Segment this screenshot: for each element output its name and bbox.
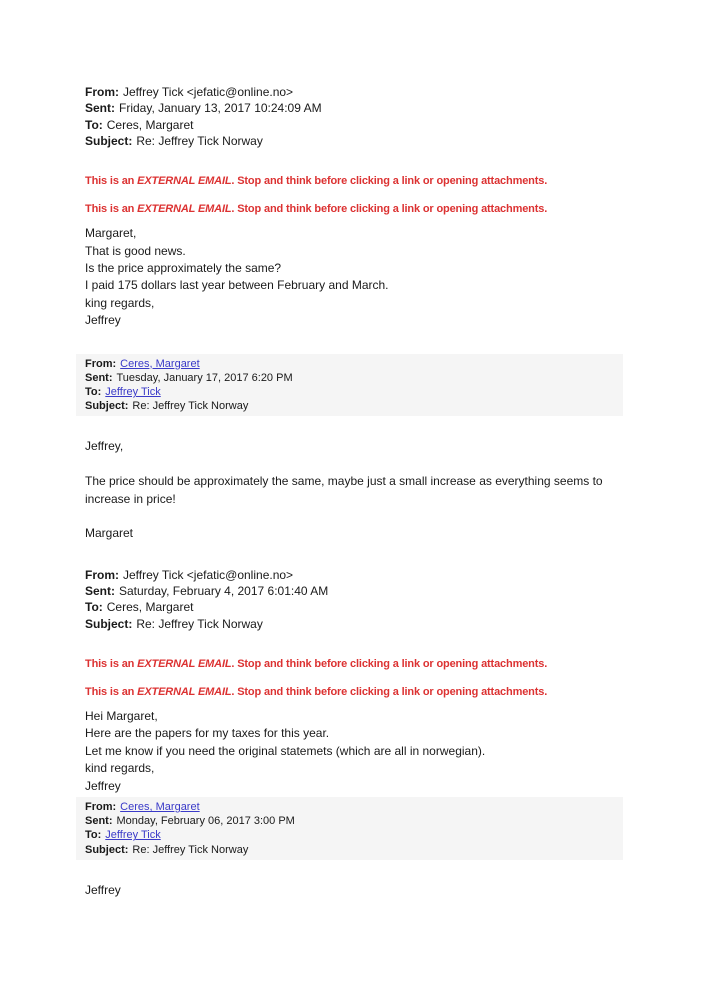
body-line: That is good news. <box>85 243 186 258</box>
warning-emphasis: EXTERNAL EMAIL <box>137 686 232 699</box>
subject-value: Re: Jeffrey Tick Norway <box>136 133 263 148</box>
to-label: To: <box>85 117 103 132</box>
sent-label: Sent: <box>85 371 113 384</box>
from-value: Jeffrey Tick <jefatic@online.no> <box>123 567 294 582</box>
subject-label: Subject: <box>85 616 133 631</box>
email-1-subject-row <box>85 133 630 149</box>
body-blank-line <box>85 508 630 525</box>
from-link-ceres-margaret[interactable]: Ceres, Margaret <box>120 357 200 370</box>
email-message-2 <box>85 354 630 543</box>
body-line: Jeffrey, <box>85 439 124 454</box>
body-line: Let me know if you need the original statemets (which are all in norwegian). <box>85 743 486 758</box>
email-4-subject-row <box>85 843 623 857</box>
to-link-jeffrey-tick[interactable]: Jeffrey Tick <box>105 386 161 399</box>
from-label: From: <box>85 357 117 370</box>
body-line: Jeffrey <box>85 778 121 793</box>
external-email-warning <box>85 658 630 671</box>
warning-prefix: This is an <box>85 203 138 216</box>
body-blank-line <box>85 456 630 473</box>
warning-emphasis: EXTERNAL EMAIL <box>137 658 232 671</box>
warning-suffix: . Stop and think before clicking a link or opening attachments. <box>231 175 548 188</box>
sent-value: Monday, February 06, 2017 3:00 PM <box>116 815 295 828</box>
email-thread <box>85 84 630 899</box>
email-4-sent-row <box>85 814 623 828</box>
body-line: king regards, <box>85 295 155 310</box>
body-line: I paid 175 dollars last year between February and March. <box>85 278 389 293</box>
sent-value: Tuesday, January 17, 2017 6:20 PM <box>116 371 293 384</box>
to-label: To: <box>85 600 103 615</box>
email-message-3 <box>85 567 630 795</box>
body-line: Here are the papers for my taxes for this year. <box>85 726 330 741</box>
email-1-body <box>85 225 630 329</box>
email-3-sent-row <box>85 583 630 599</box>
email-message-1 <box>85 84 630 330</box>
email-1-from-row <box>85 84 630 100</box>
from-label: From: <box>85 85 119 99</box>
body-line: The price should be approximately the same, maybe just a small increase as everything seems to increase in price! <box>85 474 603 506</box>
email-3-to-row <box>85 599 630 615</box>
subject-value: Re: Jeffrey Tick Norway <box>132 843 249 856</box>
subject-label: Subject: <box>85 400 129 413</box>
external-email-warning <box>85 175 630 188</box>
email-3-body <box>85 708 630 795</box>
email-3-header <box>85 567 630 632</box>
body-line: Is the price approximately the same? <box>85 261 282 275</box>
to-value: Ceres, Margaret <box>106 600 194 615</box>
body-line: Margaret <box>85 526 134 541</box>
email-2-body <box>85 438 630 542</box>
sent-value: Friday, January 13, 2017 10:24:09 AM <box>119 101 322 116</box>
email-4-body <box>85 882 630 899</box>
external-email-warning <box>85 686 630 699</box>
body-line: Jeffrey <box>85 882 121 897</box>
subject-value: Re: Jeffrey Tick Norway <box>136 616 263 631</box>
sent-label: Sent: <box>85 815 113 828</box>
warning-prefix: This is an <box>85 658 138 671</box>
body-line: Jeffrey <box>85 313 121 328</box>
email-3-from-row <box>85 567 630 583</box>
body-line: kind regards, <box>85 761 155 776</box>
to-value: Ceres, Margaret <box>106 117 194 132</box>
email-1-to-row <box>85 117 630 133</box>
subject-value: Re: Jeffrey Tick Norway <box>132 400 249 413</box>
email-1-sent-row <box>85 100 630 116</box>
email-4-from-row <box>85 800 623 814</box>
email-4-to-row <box>85 828 623 842</box>
email-4-header <box>76 797 623 860</box>
sent-value: Saturday, February 4, 2017 6:01:40 AM <box>119 584 329 599</box>
body-line: Hei Margaret, <box>85 709 158 724</box>
email-1-header <box>85 84 630 149</box>
warning-emphasis: EXTERNAL EMAIL <box>137 203 232 216</box>
email-2-header <box>76 354 623 417</box>
email-2-subject-row <box>85 399 623 413</box>
warning-suffix: . Stop and think before clicking a link or opening attachments. <box>231 658 548 671</box>
warning-prefix: This is an <box>85 175 138 188</box>
from-link-ceres-margaret[interactable]: Ceres, Margaret <box>120 801 200 814</box>
to-label: To: <box>85 386 102 399</box>
email-2-sent-row <box>85 371 623 385</box>
from-value: Jeffrey Tick <jefatic@online.no> <box>123 85 294 99</box>
subject-label: Subject: <box>85 133 133 148</box>
from-label: From: <box>85 801 117 814</box>
sent-label: Sent: <box>85 101 115 116</box>
external-email-warning <box>85 203 630 216</box>
email-message-4 <box>85 797 630 899</box>
warning-suffix: . Stop and think before clicking a link or opening attachments. <box>231 686 548 699</box>
email-2-from-row <box>85 357 623 371</box>
email-3-subject-row <box>85 616 630 632</box>
to-link-jeffrey-tick[interactable]: Jeffrey Tick <box>105 829 161 842</box>
from-label: From: <box>85 567 119 582</box>
warning-prefix: This is an <box>85 686 138 699</box>
sent-label: Sent: <box>85 584 115 599</box>
subject-label: Subject: <box>85 843 129 856</box>
warning-emphasis: EXTERNAL EMAIL <box>137 175 232 188</box>
warning-suffix: . Stop and think before clicking a link or opening attachments. <box>231 203 548 216</box>
body-line: Margaret, <box>85 226 137 241</box>
email-2-to-row <box>85 385 623 399</box>
to-label: To: <box>85 829 102 842</box>
